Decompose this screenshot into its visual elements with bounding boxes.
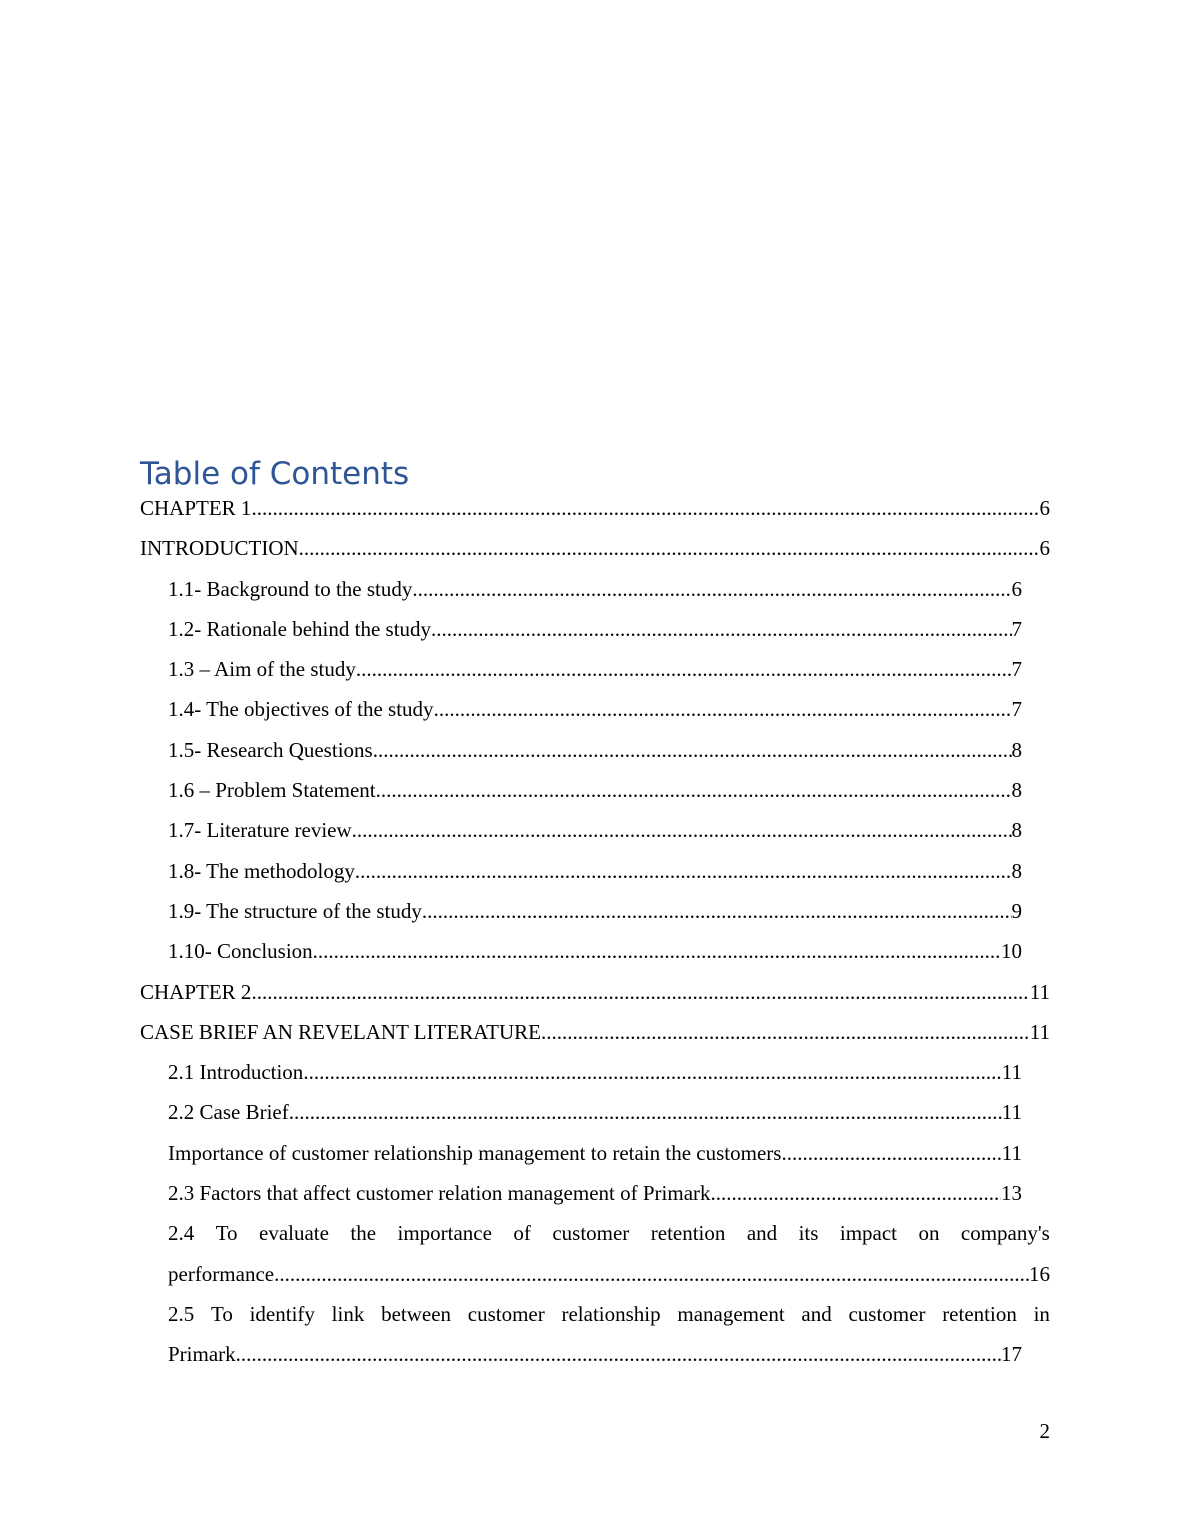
toc-entry-word: its [798, 1221, 819, 1246]
toc-entry-1-1[interactable] [168, 569, 1022, 609]
toc-entry-label: 1.5- Research Questions [168, 737, 373, 762]
dot-leader [412, 569, 1011, 609]
toc-entry-label-line [168, 1294, 1050, 1334]
toc-entry-word: 2.4 [168, 1221, 195, 1246]
dot-leader [289, 1092, 1002, 1132]
toc-entry-1-10[interactable] [168, 931, 1022, 971]
toc-entry-word: management [677, 1301, 785, 1326]
toc-entry-page: 8 [1011, 778, 1022, 803]
toc-entry-page: 11 [1029, 979, 1050, 1004]
dot-leader [781, 1133, 1001, 1173]
toc-entry-label: 1.7- Literature review [168, 818, 352, 843]
dot-leader [299, 528, 1040, 568]
toc-entry-word: retention [942, 1301, 1017, 1326]
toc-entry-word: importance [397, 1221, 492, 1246]
toc-entry-label: 1.4- The objectives of the study [168, 697, 434, 722]
toc-entry-label-line [168, 1213, 1050, 1253]
toc-entry-label: 1.9- The structure of the study [168, 898, 422, 923]
toc-entry-page: 8 [1011, 737, 1022, 762]
toc-entry-2-5[interactable] [168, 1294, 1050, 1375]
toc-entry-page: 8 [1011, 858, 1022, 883]
toc-entry-word: company's [960, 1221, 1050, 1246]
toc-entry-label: 1.1- Background to the study [168, 576, 413, 601]
dot-leader [356, 649, 1012, 689]
toc-entry-word: retention [650, 1221, 726, 1246]
dot-leader [251, 488, 1039, 528]
toc-entry-word: the [350, 1221, 377, 1246]
toc-entry-word: and [801, 1301, 832, 1326]
toc-entry-page: 6 [1039, 536, 1050, 561]
toc-entry-page: 7 [1011, 616, 1022, 641]
toc-entry-word: 2.5 [168, 1301, 195, 1326]
toc-entry-2-2[interactable] [168, 1092, 1022, 1132]
toc-entry-word: in [1033, 1301, 1050, 1326]
toc-entry-page: 8 [1011, 818, 1022, 843]
toc-entry-2-3[interactable] [168, 1173, 1022, 1213]
toc-entry-word: relationship [561, 1301, 661, 1326]
toc-title: Table of Contents [140, 456, 410, 492]
dot-leader [376, 770, 1012, 810]
toc-entry-1-8[interactable] [168, 851, 1022, 891]
table-of-contents [140, 488, 1050, 1375]
toc-entry-word: customer [848, 1301, 926, 1326]
toc-entry-page: 6 [1039, 496, 1050, 520]
toc-entry-word: customer [552, 1221, 630, 1246]
toc-entry-label-cont: performance [168, 1261, 275, 1286]
toc-entry-2-1[interactable] [168, 1052, 1022, 1092]
dot-leader [373, 730, 1012, 770]
toc-entry-page: 17 [1001, 1342, 1022, 1367]
dot-leader [434, 689, 1012, 729]
toc-entry-word: between [381, 1301, 452, 1326]
dot-leader [251, 972, 1029, 1012]
toc-entry-word: customer [467, 1301, 545, 1326]
dot-leader [236, 1334, 1001, 1374]
dot-leader [355, 851, 1012, 891]
dot-leader [711, 1173, 1001, 1213]
toc-entry-label: CHAPTER 2 [140, 979, 252, 1004]
toc-entry-word: and [746, 1221, 778, 1246]
toc-entry-2-4[interactable] [168, 1213, 1050, 1294]
toc-entry-page: 10 [1001, 939, 1022, 964]
toc-entry-1-7[interactable] [168, 810, 1022, 850]
toc-entry-page: 11 [1001, 1060, 1022, 1085]
toc-entry-chapter-2[interactable] [140, 972, 1050, 1012]
toc-entry-introduction[interactable] [140, 528, 1050, 568]
toc-entry-label: 1.2- Rationale behind the study [168, 616, 432, 641]
toc-entry-1-6[interactable] [168, 770, 1022, 810]
toc-entry-page: 9 [1011, 898, 1022, 923]
toc-entry-page: 11 [1001, 1140, 1022, 1165]
dot-leader [431, 609, 1011, 649]
toc-entry-word: on [918, 1221, 940, 1246]
toc-entry-crm-importance[interactable] [168, 1133, 1022, 1173]
toc-entry-word: impact [839, 1221, 898, 1246]
toc-entry-label: 2.3 Factors that affect customer relation management of Primark [168, 1181, 711, 1206]
toc-entry-label: CHAPTER 1 [140, 496, 252, 520]
toc-entry-label: INTRODUCTION [140, 536, 299, 561]
toc-entry-label-cont: Primark [168, 1342, 236, 1367]
dot-leader [313, 931, 1001, 971]
toc-entry-page: 7 [1011, 697, 1022, 722]
toc-entry-word: identify [249, 1301, 315, 1326]
toc-entry-1-9[interactable] [168, 891, 1022, 931]
toc-entry-page: 7 [1011, 657, 1022, 682]
toc-entry-page: 13 [1001, 1181, 1022, 1206]
toc-entry-page: 6 [1011, 576, 1022, 601]
toc-entry-label: 2.2 Case Brief [168, 1100, 289, 1125]
toc-entry-word: To [210, 1301, 233, 1326]
toc-entry-chapter-1[interactable] [140, 488, 1050, 528]
dot-leader [352, 810, 1012, 850]
toc-entry-label: 1.10- Conclusion [168, 939, 313, 964]
toc-entry-label: Importance of customer relationship management to retain the customers [168, 1140, 782, 1165]
toc-entry-1-3[interactable] [168, 649, 1022, 689]
toc-entry-label: CASE BRIEF AN REVELANT LITERATURE [140, 1019, 541, 1044]
page-number: 2 [1039, 1419, 1050, 1443]
toc-entry-word: evaluate [259, 1221, 329, 1246]
toc-entry-page: 11 [1029, 1019, 1050, 1044]
dot-leader [303, 1052, 1001, 1092]
toc-entry-label: 1.6 – Problem Statement [168, 778, 376, 803]
toc-entry-word: of [513, 1221, 531, 1246]
toc-entry-case-brief[interactable] [140, 1012, 1050, 1052]
toc-entry-page: 16 [1029, 1261, 1050, 1286]
toc-entry-word: link [331, 1301, 365, 1326]
toc-entry-1-5[interactable] [168, 730, 1022, 770]
toc-entry-1-2[interactable] [168, 609, 1022, 649]
toc-entry-label: 1.3 – Aim of the study [168, 657, 356, 682]
toc-entry-page: 11 [1001, 1100, 1022, 1125]
toc-entry-word: To [215, 1221, 238, 1246]
dot-leader [274, 1254, 1029, 1294]
dot-leader [541, 1012, 1030, 1052]
toc-entry-1-4[interactable] [168, 689, 1022, 729]
toc-entry-label: 1.8- The methodology [168, 858, 355, 883]
dot-leader [422, 891, 1012, 931]
toc-entry-label: 2.1 Introduction [168, 1060, 304, 1085]
